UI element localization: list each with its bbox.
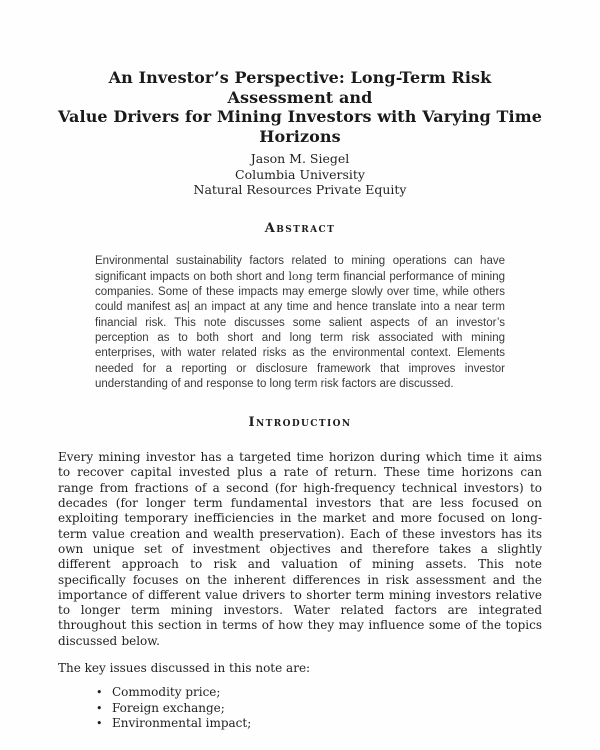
list-item (96, 701, 542, 716)
abstract-text (95, 254, 505, 393)
author-department: Natural Resources Private Equity (193, 182, 407, 197)
introduction-heading: Introduction (248, 415, 352, 431)
bullet-icon: • (96, 717, 103, 731)
abstract-heading: Abstract (264, 220, 336, 236)
key-issue-environmental-impact: Environmental impact; (112, 716, 252, 731)
abstract-serif-word: long (288, 269, 313, 283)
paper-title (58, 68, 542, 146)
list-item (96, 685, 542, 700)
paper-title-line-1: An Investor’s Perspective: Long-Term Risk Assessment and (108, 68, 492, 107)
list-item (96, 716, 542, 731)
introduction-paragraph: Every mining investor has a targeted time horizon during which time it aims to recover capital invested plus a rate of return. These time horizons can range from fractions of a second (for high-frequency technical investors) to decades (for longer term fundamental investors that are less focused on exploiting temporary inefficiencies in the market and more focused on long-term value creation and wealth preservation). Each of these investors has its own unique set of investment objectives and therefore takes a slightly different approach to risk and valuation of mining assets. This note specifically focuses on the inherent differences in risk assessment and the importance of different value drivers to shorter term mining investors relative to longer term mining investors. Water related factors are integrated throughout this section in terms of how they may influence some of the topics discussed below. (58, 450, 542, 648)
author-name: Jason M. Siegel (250, 151, 350, 166)
bullet-icon: • (96, 701, 103, 715)
key-issues-list (58, 685, 542, 731)
bullet-icon: • (96, 686, 103, 700)
key-issue-commodity-price: Commodity price; (112, 685, 221, 700)
abstract-text-start: Environmental sustainability factors related to mining operations can have significant impacts on both short and (95, 254, 505, 283)
key-issue-foreign-exchange: Foreign exchange; (112, 700, 225, 715)
abstract-text-end: term financial performance of mining companies. Some of these impacts may emerge slowly over time, while others could manifest as| an impact at any time and hence translate into a near term financial risk. This note discusses some salient aspects of an investor’s perception as to both short and long term risk associated with mining enterprises, with water related risks as the environmental context. Elements needed for a reporting or disclosure framework that improves investor understanding of and response to long term risk factors are discussed. (95, 270, 506, 390)
author-affiliation: Columbia University (235, 166, 365, 182)
author-block (58, 151, 542, 198)
paper-title-line-2: Value Drivers for Mining Investors with Varying Time (58, 107, 543, 126)
paper-title-line-3: Horizons (259, 126, 341, 146)
key-issues-lead: The key issues discussed in this note are: (58, 661, 311, 676)
